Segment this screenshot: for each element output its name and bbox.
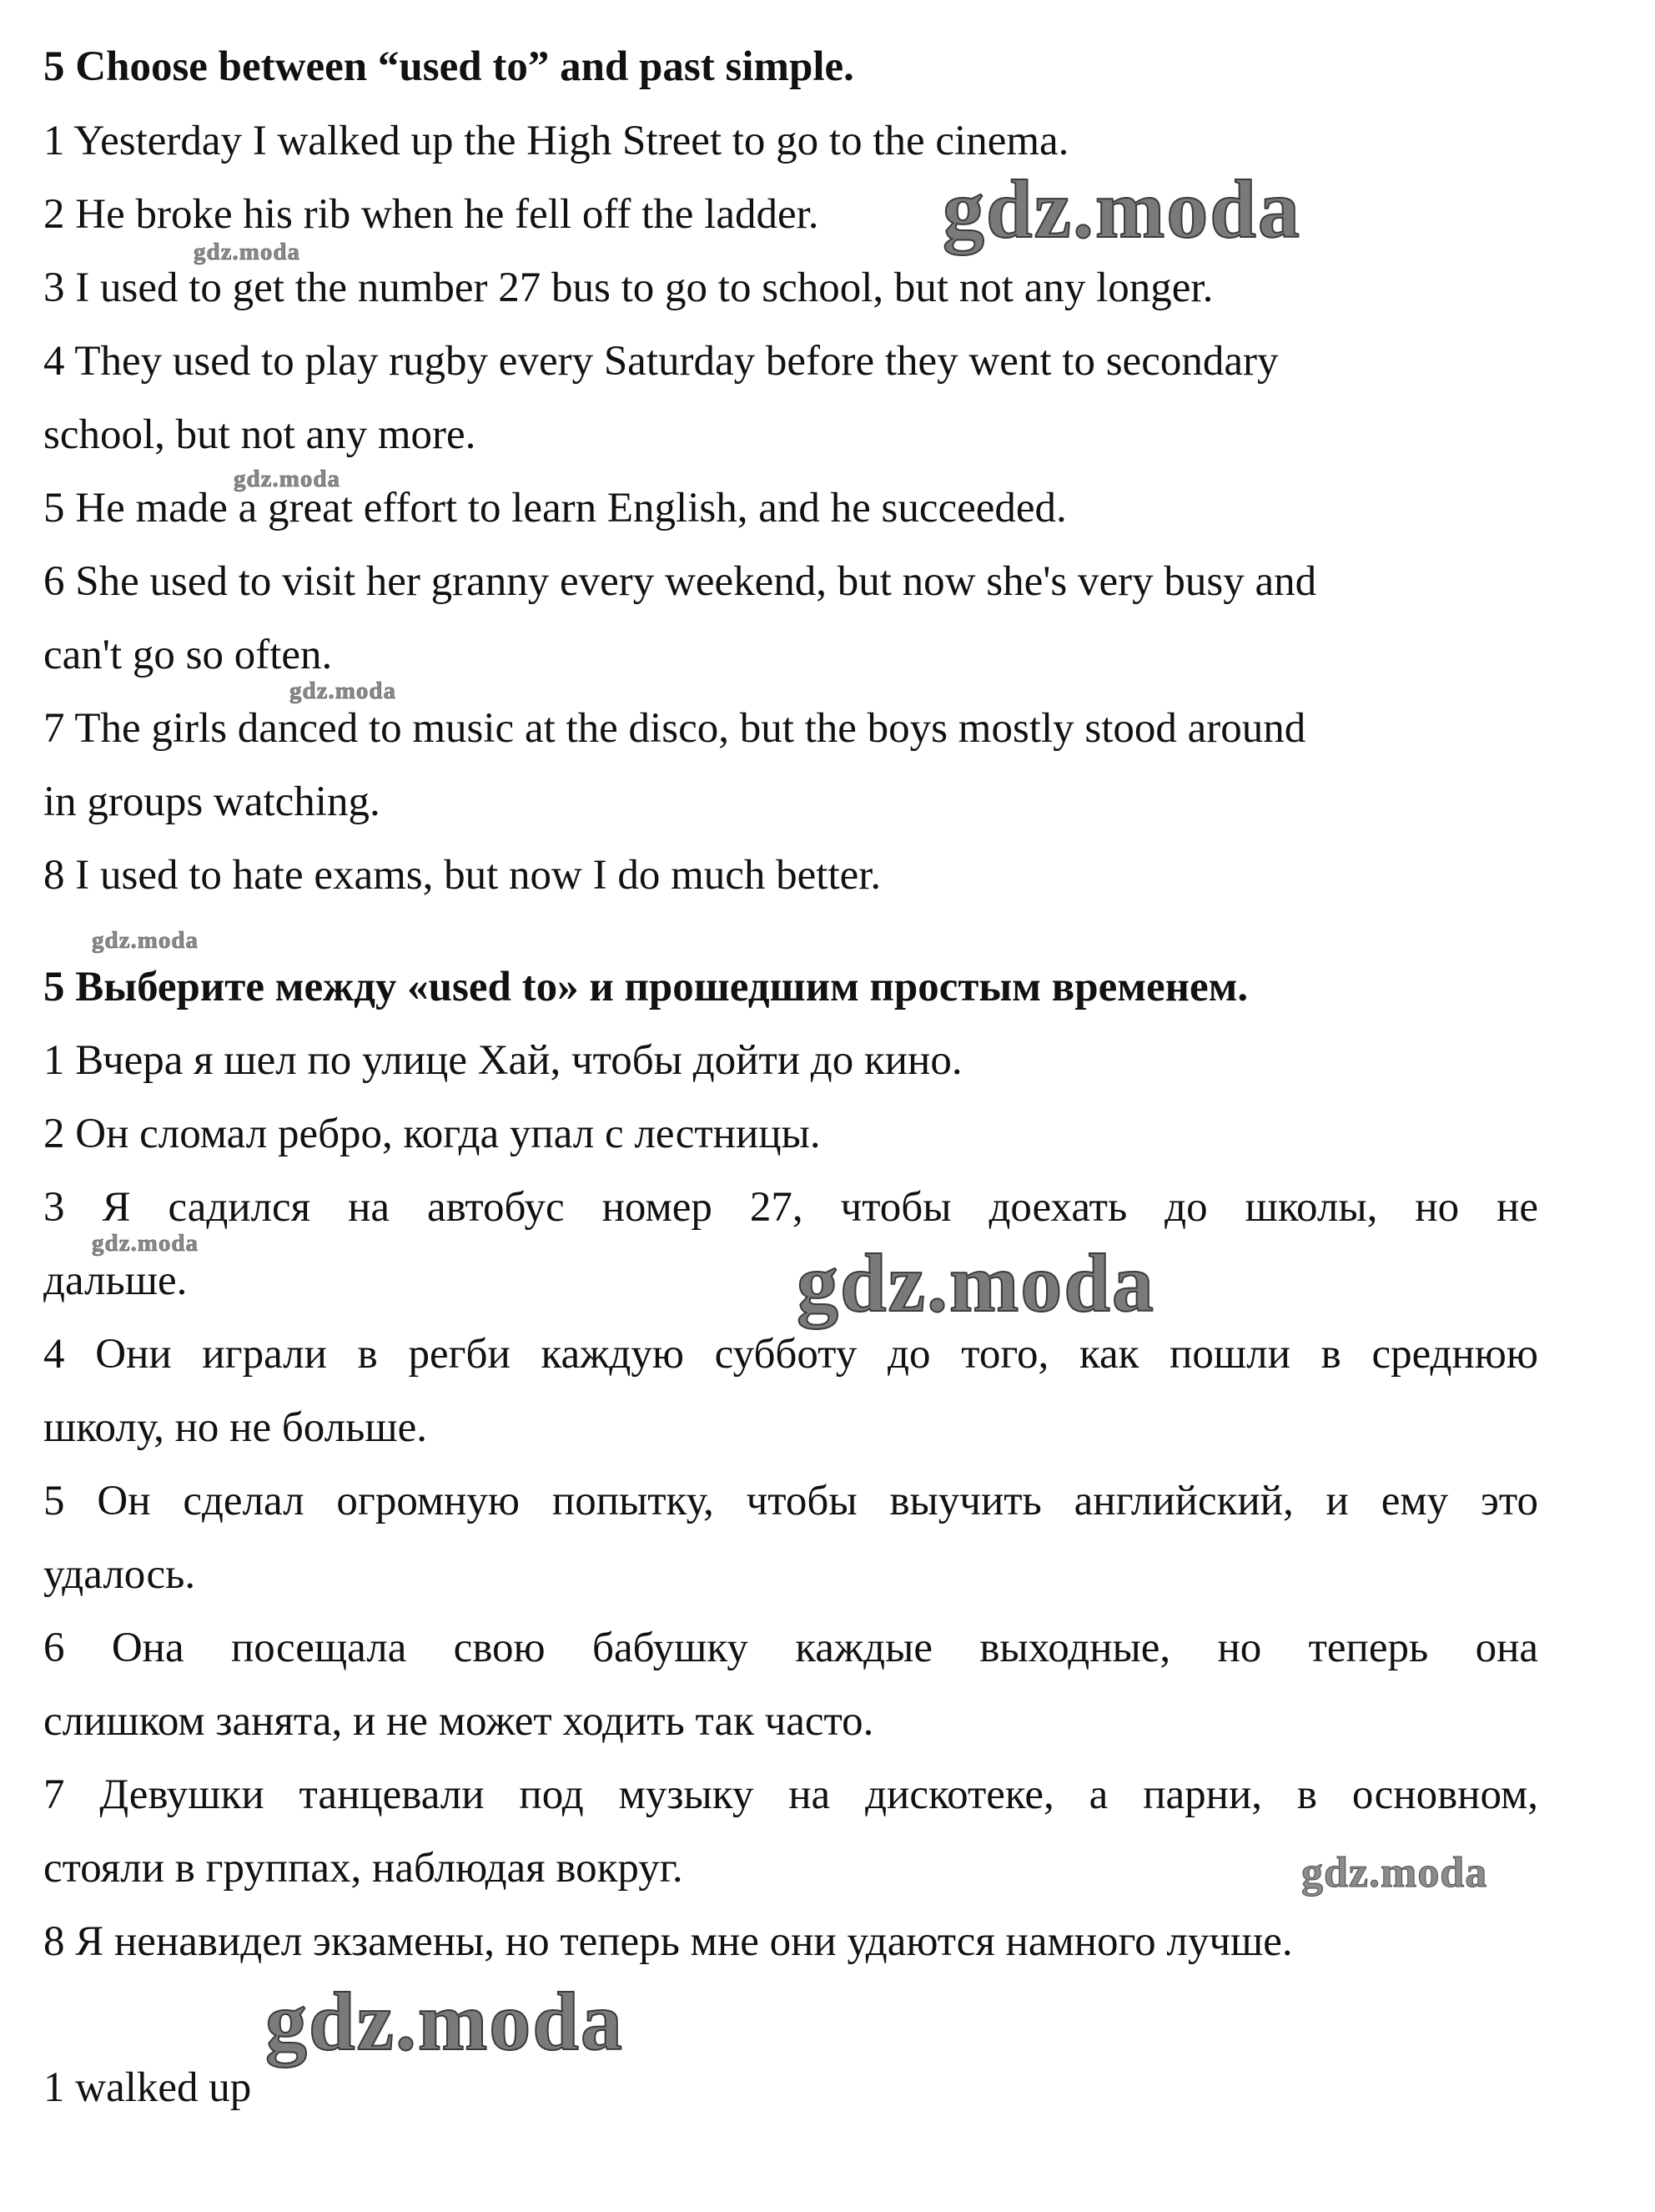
watermark-logo: gdz.moda xyxy=(92,927,199,954)
english-line: school, but not any more. xyxy=(43,411,476,458)
english-line: 2 He broke his rib when he fell off the ladder. xyxy=(43,191,819,238)
english-line: can't go so often. xyxy=(43,632,333,678)
russian-line: слишком занята, и не может ходить так часто. xyxy=(43,1698,874,1745)
english-line: 7 The girls danced to music at the disco, but the boys mostly stood around xyxy=(43,705,1306,752)
russian-line: 7 Девушки танцевали под музыку на дискотеке, а парни, в основном, xyxy=(43,1771,1538,1818)
watermark-logo: gdz.moda xyxy=(265,1975,624,2068)
english-line: 6 She used to visit her granny every weekend, but now she's very busy and xyxy=(43,558,1317,605)
english-line: 4 They used to play rugby every Saturday before they went to secondary xyxy=(43,338,1279,385)
russian-line: удалось. xyxy=(43,1551,196,1598)
russian-line: стояли в группах, наблюдая вокруг. xyxy=(43,1845,683,1892)
english-line: in groups watching. xyxy=(43,778,380,825)
watermark-logo: gdz.moda xyxy=(92,1230,199,1257)
watermark-logo: gdz.moda xyxy=(1301,1849,1488,1897)
english-line: 8 I used to hate exams, but now I do much better. xyxy=(43,852,882,899)
russian-line: 1 Вчера я шел по улице Хай, чтобы дойти до кино. xyxy=(43,1037,963,1084)
english-line: 3 I used to get the number 27 bus to go to school, but not any longer. xyxy=(43,265,1214,311)
english-heading: 5 Choose between “used to” and past simple. xyxy=(43,43,854,90)
russian-line: 4 Они играли в регби каждую субботу до того, как пошли в среднюю xyxy=(43,1331,1538,1378)
russian-line: 2 Он сломал ребро, когда упал с лестницы. xyxy=(43,1111,821,1157)
english-line: 1 Yesterday I walked up the High Street to go to the cinema. xyxy=(43,118,1069,164)
english-line: 5 He made a great effort to learn English, and he succeeded. xyxy=(43,485,1067,532)
russian-line: 6 Она посещала свою бабушку каждые выходные, но теперь она xyxy=(43,1625,1538,1671)
answer-line: 1 walked up xyxy=(43,2064,252,2111)
watermark-logo: gdz.moda xyxy=(797,1237,1155,1329)
russian-line: 5 Он сделал огромную попытку, чтобы выучить английский, и ему это xyxy=(43,1478,1538,1524)
watermark-logo: gdz.moda xyxy=(289,678,397,704)
russian-line: 3 Я садился на автобус номер 27, чтобы доехать до школы, но не xyxy=(43,1184,1538,1231)
watermark-logo: gdz.moda xyxy=(194,239,301,265)
watermark-logo: gdz.moda xyxy=(943,163,1301,255)
russian-line: школу, но не больше. xyxy=(43,1404,427,1451)
russian-heading: 5 Выберите между «used to» и прошедшим простым временем. xyxy=(43,964,1249,1010)
russian-line: дальше. xyxy=(43,1257,188,1304)
watermark-logo: gdz.moda xyxy=(234,466,341,492)
russian-line: 8 Я ненавидел экзамены, но теперь мне они удаются намного лучше. xyxy=(43,1918,1293,1965)
